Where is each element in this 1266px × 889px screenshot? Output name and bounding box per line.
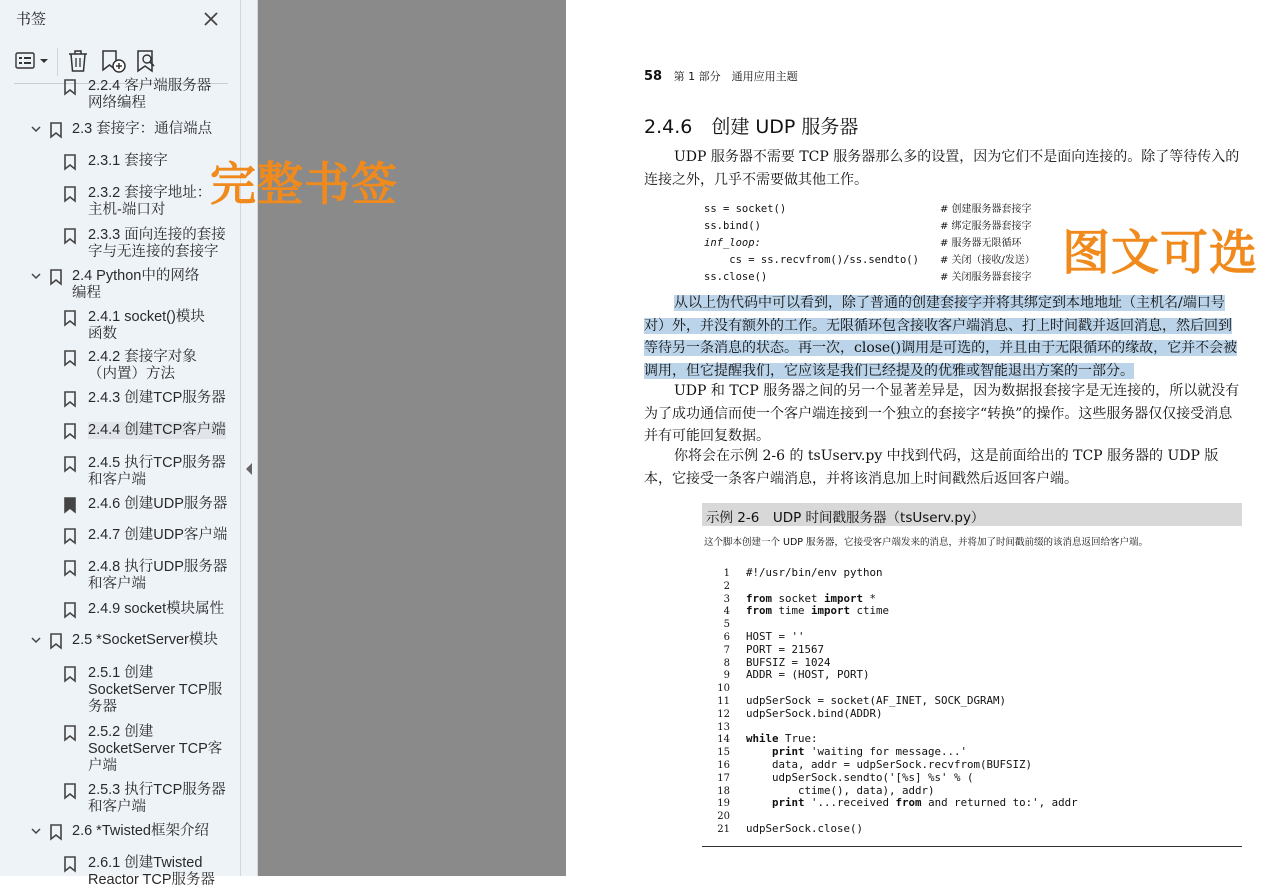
chevron-down-icon[interactable] [30,123,42,135]
code-text: udpSerSock.bind(ADDR) [746,706,883,720]
pseudocode-comment: # 关闭服务器套接字 [940,272,1032,283]
bookmark-icon [50,633,62,649]
code-line [706,708,1078,721]
code-text: udpSerSock = socket(AF_INET, SOCK_DGRAM) [746,693,1007,707]
pseudocode-line [704,252,1104,269]
code-line [706,823,1078,836]
trash-icon[interactable] [66,48,90,74]
bookmark-item[interactable] [88,422,226,439]
code-text: print '...received from and returned to:', addr [772,796,1078,810]
bookmark-item[interactable] [88,601,224,618]
bookmark-icon [64,528,76,544]
line-number: 4 [723,606,730,618]
bookmark-label: 2.2.4 客户端服务器 网络编程 [88,78,212,111]
bookmark-icon [50,122,62,138]
bookmark-item[interactable] [88,527,227,544]
code-text: data, addr = udpSerSock.recvfrom(BUFSIZ) [746,757,1033,771]
bookmark-icon [64,350,76,366]
collapse-arrow-icon [245,462,253,476]
bookmark-find-icon[interactable] [135,48,161,74]
code-text: BUFSIZ = 1024 [746,655,831,669]
bookmark-label: 2.4.9 socket模块属性 [88,601,225,617]
document-background [258,0,566,876]
bookmark-icon [64,560,76,576]
bookmark-item[interactable] [88,496,227,513]
pseudocode-code: inf_loop: [704,237,761,249]
bookmark-label: 2.3.2 套接字地址： 主机-端口对 [88,185,212,218]
running-head-part: 第 1 部分 通用应用主题 [673,70,798,83]
bookmark-icon [64,856,76,872]
overlay-label-full-bookmarks: 完整书签 [210,157,398,211]
bookmark-icon [64,783,76,799]
bookmark-item[interactable] [88,455,226,489]
example-description[interactable]: 这个脚本创建一个 UDP 服务器，它接受客户端发来的消息，并将加了时间戳前缀的该消息返回给客户端。 [704,537,1149,548]
running-head [644,68,798,84]
paragraph-intro[interactable]: UDP 服务器不需要 TCP 服务器那么多的设置，因为它们不是面向连接的。除了等待传入的连接之外，几乎不需要做其他工作。 [644,149,1240,188]
bookmark-icon [64,154,76,170]
bookmark-icon [64,497,76,513]
bookmark-icon [64,602,76,618]
pseudocode-line [704,201,1104,218]
chevron-down-icon[interactable] [30,634,42,646]
pseudocode-block[interactable] [704,201,1104,286]
bookmark-add-icon[interactable] [100,48,128,74]
line-number: 20 [717,811,730,823]
paragraph-example-ref[interactable]: 你将会在示例 2-6 的 tsUserv.py 中找到代码，这是前面给出的 TCP 服务器的 UDP 版本，它接受一条客户端消息，并将该消息加上时间戳然后返回客户端。 [644,448,1219,487]
code-text: while True: [746,732,818,746]
code-text: ADDR = (HOST, PORT) [746,668,870,682]
bookmark-icon [50,824,62,840]
pseudocode-code: cs = ss.recvfrom()/ss.sendto() [704,254,919,266]
line-number: 16 [717,759,730,771]
bookmark-label: 2.3.1 套接字 [88,153,168,169]
line-number: 1 [723,568,730,579]
bookmark-item[interactable] [88,724,222,775]
code-bottom-rule [702,846,1242,847]
panel-title: 书签 [16,10,47,28]
bookmark-label: 2.4.4 创建TCP客户端 [88,422,226,438]
panel-header [0,0,240,38]
pseudocode-comment: # 绑定服务器套接字 [940,221,1032,232]
pseudocode-comment: # 服务器无限循环 [940,238,1022,249]
bookmark-label: 2.4.8 执行UDP服务器 和客户端 [88,559,228,592]
code-line [706,567,1078,580]
bookmark-label: 2.4 Python中的网络 编程 [72,268,200,301]
bookmark-label: 2.5.3 执行TCP服务器 和客户端 [88,782,226,815]
line-number: 9 [723,670,730,682]
bookmark-label: 2.4.2 套接字对象 （内置）方法 [88,349,197,382]
pseudocode-line [704,235,1104,252]
line-number: 8 [723,657,730,669]
pseudocode-line [704,218,1104,235]
bookmark-label: 2.4.1 socket()模块 函数 [88,309,205,342]
bookmark-icon [64,310,76,326]
bookmark-label: 2.4.3 创建TCP服务器 [88,390,226,406]
code-text: udpSerSock.sendto('[%s] %s' % ( [746,770,974,784]
bookmark-icon [64,423,76,439]
bookmark-item[interactable] [88,78,211,112]
bookmark-icon [64,79,76,95]
pseudocode-comment: # 关闭（接收/发送） [940,255,1035,266]
example-title[interactable]: 示例 2-6 UDP 时间戳服务器（tsUserv.py） [706,510,985,526]
bookmark-label: 2.5 *SocketServer模块 [72,632,218,648]
bookmark-item[interactable] [88,559,227,593]
bookmark-chapter[interactable] [72,268,199,302]
code-text: ctime(), data), addr) [746,783,935,797]
bookmark-label: 2.3.3 面向连接的套接 字与无连接的套接字 [88,227,226,260]
chevron-down-icon[interactable] [30,825,42,837]
bookmark-tree [0,78,240,888]
bookmark-label: 2.6.1 创建Twisted Reactor TCP服务器 [88,855,216,888]
bookmark-label: 2.4.7 创建UDP客户端 [88,527,228,543]
pseudocode-code: ss.close() [704,271,768,283]
selected-text[interactable]: 从以上伪代码中可以看到，除了普通的创建套接字并将其绑定到本地地址（主机名/端口号对）外，并没有额外的工作。无限循环包含接收客户端消息、打上时间戳并返回消息，然后回到等待另一条消息的状态。再一次，close()调用是可选的，并且由于无限循环的缘故，它并不会被调用，但它提醒我们，它应该是我们已经提及的优雅或智能退出方案的一部分。 [644,295,1238,379]
line-number: 13 [717,721,730,733]
toolbar-separator [57,48,58,76]
bookmark-item[interactable] [88,665,222,716]
bookmark-chapter[interactable] [72,632,218,649]
close-icon[interactable] [200,6,222,30]
example-header [702,503,1242,526]
overlay-label-selectable-text: 图文可选 [1062,225,1259,281]
bookmarks-panel [0,0,241,888]
pseudocode-comment: # 创建服务器套接字 [940,204,1032,215]
bookmark-chapter[interactable] [72,823,209,840]
bookmark-item[interactable] [88,390,226,407]
bookmark-item[interactable] [88,227,226,261]
code-line [706,605,1078,618]
bookmark-label: 2.4.6 创建UDP服务器 [88,496,228,512]
bookmark-icon [64,186,76,202]
bookmark-item[interactable] [88,185,211,219]
line-number: 18 [717,785,730,797]
code-text: print 'waiting for message...' [772,745,968,759]
line-number: 6 [723,631,730,643]
pseudocode-code: ss = socket() [704,203,787,215]
section-title[interactable]: 2.4.6 创建 UDP 服务器 [644,116,859,138]
pseudocode-line [704,269,1104,286]
bookmark-icon [64,666,76,682]
line-number: 5 [723,619,730,631]
code-text: from time import ctime [746,604,890,618]
code-text: udpSerSock.close() [746,821,864,835]
code-line [706,797,1078,810]
list-view-icon[interactable] [14,48,52,74]
line-number: 14 [717,734,730,746]
bookmark-label: 2.5.2 创建 SocketServer TCP客 户端 [88,724,223,774]
line-number: 12 [717,708,730,720]
bookmark-icon [64,725,76,741]
bookmark-icon [50,269,62,285]
code-text: from socket import * [746,591,877,605]
panel-splitter[interactable] [241,0,258,876]
bookmark-chapter[interactable] [72,121,212,138]
line-number: 21 [717,823,730,835]
code-text: HOST = '' [746,629,805,643]
line-number: 7 [723,644,730,656]
bookmark-label: 2.3 套接字：通信端点 [72,121,213,137]
code-text: PORT = 21567 [746,642,825,656]
line-number: 3 [723,593,730,605]
paragraph-udp-difference[interactable]: UDP 和 TCP 服务器之间的另一个显著差异是，因为数据报套接字是无连接的，所以就没有为了成功通信而使一个客户端连接到一个独立的套接字“转换”的操作。这些服务器仅仅接受消息并有可能回复数据。 [644,383,1240,444]
code-text: #!/usr/bin/env python [746,566,883,579]
bookmark-item[interactable] [88,782,226,816]
line-number: 11 [717,695,730,707]
pseudocode-code: ss.bind() [704,220,761,232]
bookmark-label: 2.4.5 执行TCP服务器 和客户端 [88,455,226,488]
line-number: 10 [717,683,730,695]
line-number: 15 [717,747,730,759]
bookmark-item[interactable] [88,309,205,343]
line-number: 17 [717,772,730,784]
code-line [706,669,1078,682]
bookmark-icon [64,456,76,472]
bookmark-item[interactable] [88,349,197,383]
bookmark-icon [64,391,76,407]
line-number: 2 [723,580,730,592]
bookmark-label: 2.5.1 创建 SocketServer TCP服 务器 [88,665,223,715]
bookmark-item[interactable] [88,855,215,889]
line-number: 19 [717,798,730,810]
paragraph-selected[interactable] [644,292,1242,382]
chevron-down-icon[interactable] [30,270,42,282]
bookmark-icon [64,228,76,244]
page-number: 58 [644,69,663,84]
bookmark-label: 2.6 *Twisted框架介绍 [72,823,209,839]
document-page [566,0,1266,876]
code-listing[interactable] [706,567,1078,836]
bookmark-item[interactable] [88,153,168,170]
